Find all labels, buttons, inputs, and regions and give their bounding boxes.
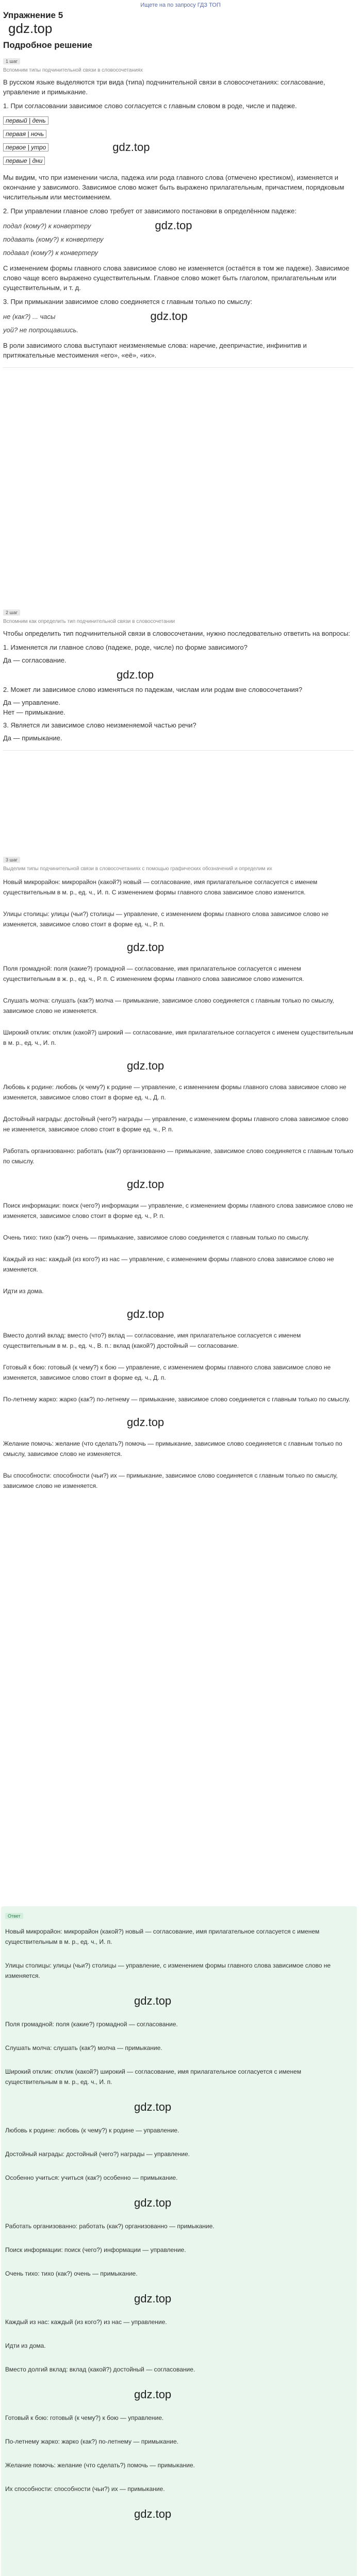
list-item: Слушать молча: слушать (как?) молча — примыкание. (5, 2044, 162, 2052)
watermark: gdz.top (134, 2100, 172, 2113)
list-item: Любовь к родине: любовь (к чему?) к родине — управление, с изменением формы главного слова зависимое слово не изменяется, зависимое слово стоит в форме ед. ч., Д. п. (3, 1083, 347, 1101)
top-link[interactable]: Ищете на по запросу ГДЗ ТОП (140, 2, 221, 8)
list-item: Вместо долгий вклад: вклад (какой?) достойный — согласование. (5, 2366, 195, 2373)
divider (3, 750, 354, 751)
question: 2. Может ли зависимое слово изменяться по падежам, числам или родам вне словосочетания? (3, 686, 303, 693)
example: первый | день (3, 116, 48, 125)
list-item: По-летнему жарко: жарко (как?) по-летнему — примыкание, зависимое слово соединяется с главным только по смыслу. (3, 1396, 351, 1403)
paragraph: Чтобы определить тип подчинительной связи в словосочетании, нужно последовательно ответить на вопросы: (3, 630, 350, 637)
list-item: Любовь к родине: любовь (к чему?) к родине — управление. (5, 2127, 179, 2134)
step-1 (3, 57, 354, 368)
list-item: Особенно учиться: учиться (как?) особенно — примыкание. (5, 2174, 178, 2181)
list-item: Вместо долгий вклад: вместо (что?) вклад — согласование, имя прилагательное согласуется с именем существительным в м. р., ед. ч., В. п.: вклад (какой?) достойный — согласование. (3, 1332, 301, 1349)
paragraph: 3. При примыкании зависимое слово соединяется с главным только по смыслу: (3, 298, 253, 306)
watermark: gdz.top (112, 141, 150, 154)
watermark: gdz.top (134, 2507, 172, 2520)
answer: Да — согласование. (3, 656, 67, 664)
list-item: Работать организованно: работать (как?) организованно — примыкание. (5, 2223, 215, 2230)
paragraph: 2. При управлении главное слово требует от зависимого постановки в определённом падеже: (3, 207, 297, 215)
paragraph: С изменением формы главного слова зависимое слово не изменяется (остаётся в том же падеже). Зависимое слово чаще всего выражено существительным. Главное слово может быть глаголом, прилагательным или существительным, и т. д. (3, 264, 350, 292)
step-badge: 2 шаг (3, 609, 20, 616)
list-item: Широкий отклик: отклик (какой?) широкий — согласование, имя прилагательное согласуется с именем существительным в м. р., ед. ч., И. п. (5, 2068, 301, 2086)
step-badge: 3 шаг (3, 857, 20, 863)
watermark: gdz.top (134, 2388, 172, 2401)
example-list (3, 114, 354, 167)
answer: Да — управление. (3, 699, 60, 706)
watermark: gdz.top (127, 1059, 165, 1072)
watermark: gdz.top (127, 1416, 165, 1429)
exercise-title: Упражнение 5 (3, 10, 63, 20)
list-item: Вы способности: способности (чьи?) их — примыкание, зависимое слово соединяется с главным только по смыслу, зависимое слово не изменяется. (3, 1472, 338, 1489)
list-item: Очень тихо: тихо (как?) очень — примыкание. (5, 2270, 138, 2277)
analysis-list (3, 877, 354, 1491)
step-hint: Вспомним как определить тип подчинительной связи в словосочетании (3, 619, 175, 624)
watermark: gdz.top (134, 1994, 172, 2007)
step-2 (3, 608, 354, 751)
watermark: gdz.top (134, 2292, 172, 2305)
paragraph: 1. При согласовании зависимое слово согласуется с главным словом в роде, числе и падеже. (3, 102, 297, 110)
watermark: gdz.top (155, 219, 192, 232)
example: первое | утро (3, 143, 48, 151)
example: первая | ночь (3, 130, 46, 138)
list-item: По-летнему жарко: жарко (как?) по-летнему — примыкание. (5, 2438, 178, 2445)
list-item: Поля громадной: поля (какие?) громадной — согласование. (5, 2021, 178, 2028)
list-item: Работать организованно: работать (как?) организованно — примыкание, зависимое слово соединяется с главным только по смыслу. (3, 1147, 353, 1165)
answer-list (5, 1926, 353, 2521)
example: подавать (кому?) к конвертеру (3, 235, 104, 243)
list-item: Поиск информации: поиск (чего?) информации — управление. (5, 2246, 186, 2253)
list-item: Достойный награды: достойный (чего?) награды — управление, с изменением формы главного слова зависимое слово не изменяется, зависимое слово стоит в форме ед. ч., Р. п. (3, 1115, 349, 1133)
watermark: gdz.top (127, 1308, 165, 1320)
example: первые | дни (3, 157, 45, 165)
step-hint: Вспомним типы подчинительной связи в словосочетаниях (3, 67, 143, 73)
list-item: Желание помочь: желание (что сделать?) помочь — примыкание, зависимое слово соединяется с главным только по смыслу, зависимое слово не изменяется. (3, 1440, 342, 1458)
step-3 (3, 855, 354, 1502)
example-list (3, 310, 354, 336)
list-item: Улицы столицы: улицы (чьи?) столицы — управление, с изменением формы главного слова зависимое слово не изменяется, зависимое слово стоит в форме ед. ч., Р. п. (3, 910, 329, 928)
step-hint: Выделим типы подчинительной связи в словосочетаниях с помощью графических обозначений и определим их (3, 866, 272, 872)
answer: Нет — примыкание. (3, 708, 65, 716)
list-item: Достойный награды: достойный (чего?) награды — управление. (5, 2150, 190, 2158)
list-item: Поля громадной: поля (какие?) громадной — согласование, имя прилагательное согласуется с именем существительным в ж. р., ед. ч., Р. п. С изменением формы главного слова зависимое слово изменится. (3, 965, 304, 982)
example: подавал (кому?) к конвертеру (3, 248, 99, 257)
list-item: Их способности: способности (чьи?) их — примыкание. (5, 2485, 165, 2493)
paragraph: В роли зависимого слова выступают неизменяемые слова: наречие, деепричастие, инфинитив и притяжательные местоимения «его», «её», «их». (3, 342, 307, 359)
list-item: Поиск информации: поиск (чего?) информации — управление, с изменением формы главного слова зависимое слово не изменяется, зависимое слово стоит в форме ед. ч., Р. п. (3, 1202, 353, 1219)
list-item: Идти из дома. (3, 1287, 44, 1295)
watermark: gdz.top (134, 2196, 172, 2209)
example: уой? не попрощавшись. (3, 326, 78, 334)
list-item: Желание помочь: желание (что сделать?) помочь — примыкание. (5, 2462, 195, 2469)
watermark: gdz.top (150, 310, 188, 323)
list-item: Каждый из нас: каждый (из кого?) из нас — управление. (5, 2318, 167, 2326)
list-item: Новый микрорайон: микрорайон (какой?) новый — согласование, имя прилагательное согласуется с именем существительным в м. р., ед. ч., И. п. С изменением формы главного слова зависимое слово изменится. (3, 878, 318, 896)
example: не (как?) ... часы (3, 312, 56, 320)
answer-badge: Ответ (5, 1913, 23, 1919)
example-list (3, 219, 354, 259)
question: 1. Изменяется ли главное слово (падеже, роде, числе) по форме зависимого? (3, 643, 248, 651)
list-item: Идти из дома. (5, 2342, 46, 2349)
watermark: gdz.top (127, 1178, 165, 1191)
paragraph: В русском языке выделяются три вида (типа) подчинительной связи в словосочетаниях: согласование, управление и примыкание. (3, 78, 325, 96)
page-subtitle: Подробное решение (3, 40, 92, 50)
list-item: Очень тихо: тихо (как?) очень — примыкание, зависимое слово соединяется с главным только по смыслу. (3, 1234, 309, 1241)
list-item: Слушать молча: слушать (как?) молча — примыкание, зависимое слово соединяется с главным только по смыслу, зависимое слово не изменяется. (3, 997, 334, 1014)
step-badge: 1 шаг (3, 58, 20, 64)
list-item: Каждый из нас: каждый (из кого?) из нас — управление, с изменением формы главного слова зависимое слово не изменяется. (3, 1256, 334, 1273)
watermark: gdz.top (8, 21, 53, 36)
watermark: gdz.top (127, 941, 165, 954)
example: подал (кому?) к конвертеру (3, 222, 91, 230)
divider (3, 367, 354, 368)
list-item: Широкий отклик: отклик (какой?) широкий — согласование, имя прилагательное согласуется с именем существительным в м. р., ед. ч., И. п. (3, 1029, 353, 1046)
list-item: Улицы столицы: улицы (чьи?) столицы — управление, с изменением формы главного слова зависимое слово не изменяется. (5, 1962, 331, 1979)
paragraph: Мы видим, что при изменении числа, падежа или рода главного слова (отмечено крестиком), изменяется и окончание у зависимого. Зависимое слово может быть выражено прилагательным, причастием, порядковым числительным или местоимением. (3, 174, 344, 201)
list-item: Новый микрорайон: микрорайон (какой?) новый — согласование, имя прилагательное согласуется с именем существительным в м. р., ед. ч., И. п. (5, 1928, 320, 1945)
list-item: Готовый к бою: готовый (к чему?) к бою — управление. (5, 2414, 164, 2421)
question: 3. Является ли зависимое слово неизменяемой частью речи? (3, 721, 196, 729)
list-item: Готовый к бою: готовый (к чему?) к бою — управление, с изменением формы главного слова зависимое слово не изменяется, зависимое слово стоит в форме ед. ч., Д. п. (3, 1364, 331, 1381)
answer: Да — примыкание. (3, 734, 62, 742)
watermark: gdz.top (117, 668, 154, 681)
answer-box (1, 1906, 357, 2576)
